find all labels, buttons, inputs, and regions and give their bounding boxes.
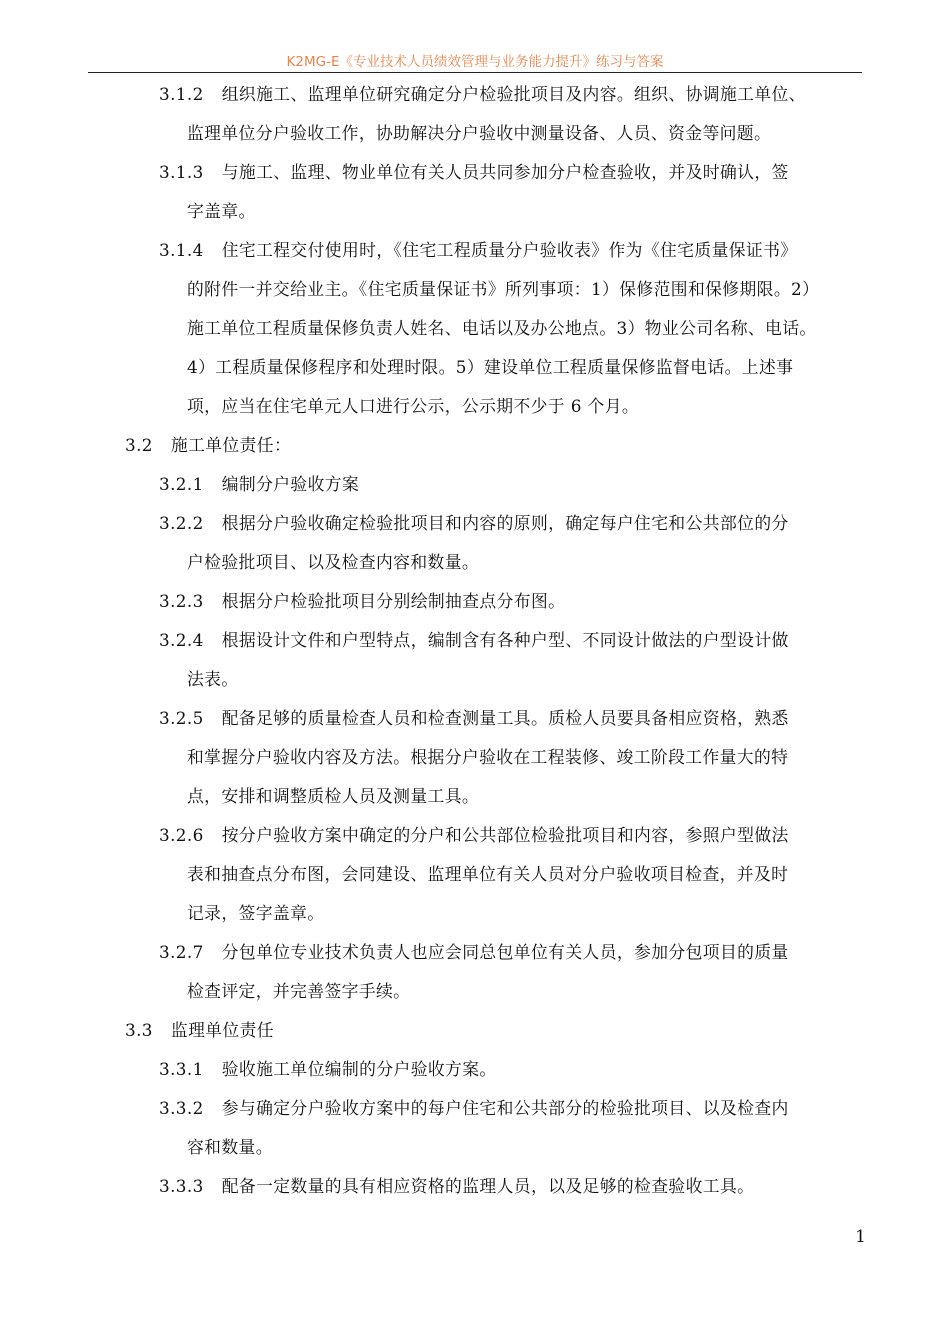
text-line — [0, 1050, 950, 1089]
document-body — [0, 75, 950, 1206]
line-text: 参与确定分户验收方案中的每户住宅和公共部分的检验批项目、以及检查内 — [221, 1098, 789, 1118]
clause-paragraph — [0, 933, 950, 1011]
line-text: 和掌握分户验收内容及方法。根据分户验收在工程装修、竣工阶段工作量大的特 — [187, 747, 789, 767]
line-text: 法表。 — [187, 669, 239, 689]
text-line — [0, 153, 950, 192]
text-line — [0, 504, 950, 543]
clause-number: 3.2.1 — [159, 474, 204, 494]
clause-paragraph — [0, 816, 950, 933]
clause-paragraph — [0, 153, 950, 231]
clause-paragraph — [0, 1050, 950, 1089]
text-line — [0, 231, 950, 270]
clause-number: 3.1.4 — [159, 240, 204, 260]
text-line — [0, 894, 950, 933]
line-text: 配备足够的质量检查人员和检查测量工具。质检人员要具备相应资格，熟悉 — [221, 708, 789, 728]
page-header — [88, 52, 862, 72]
line-text: 施工单位工程质量保修负责人姓名、电话以及办公地点。3）物业公司名称、电话。 — [187, 318, 817, 338]
clause-number: 3.2.7 — [159, 942, 204, 962]
heading-line — [125, 1011, 950, 1050]
section-heading — [0, 1011, 950, 1050]
line-text: 监理单位分户验收工作，协助解决分户验收中测量设备、人员、资金等问题。 — [187, 123, 772, 143]
text-line — [0, 777, 950, 816]
text-line — [0, 75, 950, 114]
line-text: 容和数量。 — [187, 1137, 273, 1157]
line-text: 验收施工单位编制的分户验收方案。 — [221, 1059, 497, 1079]
line-text: 项，应当在住宅单元人口进行公示，公示期不少于 6 个月。 — [187, 396, 640, 416]
line-text: 点，安排和调整质检人员及测量工具。 — [187, 786, 480, 806]
text-line — [0, 738, 950, 777]
clause-number: 3.2.3 — [159, 591, 204, 611]
clause-number: 3.2.6 — [159, 825, 204, 845]
text-line — [0, 582, 950, 621]
clause-number: 3.1.3 — [159, 162, 204, 182]
clause-paragraph — [0, 1167, 950, 1206]
line-text: 表和抽查点分布图，会同建设、监理单位有关人员对分户验收项目检查，并及时 — [187, 864, 789, 884]
text-line — [0, 543, 950, 582]
text-line — [0, 699, 950, 738]
header-divider — [88, 72, 862, 73]
clause-paragraph — [0, 465, 950, 504]
clause-number: 3.2.5 — [159, 708, 204, 728]
page-number: 1 — [855, 1227, 866, 1247]
line-text: 4）工程质量保修程序和处理时限。5）建设单位工程质量保修监督电话。上述事 — [187, 357, 794, 377]
heading-line — [125, 426, 950, 465]
line-text: 根据分户检验批项目分别绘制抽查点分布图。 — [221, 591, 566, 611]
clause-paragraph — [0, 582, 950, 621]
header-title: K2MG-E《专业技术人员绩效管理与业务能力提升》练习与答案 — [286, 54, 664, 70]
text-line — [0, 855, 950, 894]
text-line — [0, 465, 950, 504]
text-line — [0, 621, 950, 660]
clause-number: 3.3.2 — [159, 1098, 204, 1118]
line-text: 根据设计文件和户型特点，编制含有各种户型、不同设计做法的户型设计做 — [221, 630, 789, 650]
line-text: 检查评定，并完善签字手续。 — [187, 981, 411, 1001]
clause-paragraph — [0, 504, 950, 582]
heading-text: 监理单位责任 — [170, 1020, 274, 1040]
section-heading — [0, 426, 950, 465]
text-line — [0, 933, 950, 972]
clause-paragraph — [0, 621, 950, 699]
clause-number: 3.2.2 — [159, 513, 204, 533]
text-line — [0, 387, 950, 426]
section-number: 3.3 — [125, 1020, 153, 1040]
line-text: 按分户验收方案中确定的分户和公共部位检验批项目和内容，参照户型做法 — [221, 825, 789, 845]
line-text: 字盖章。 — [187, 201, 256, 221]
clause-number: 3.2.4 — [159, 630, 204, 650]
line-text: 与施工、监理、物业单位有关人员共同参加分户检查验收，并及时确认，签 — [221, 162, 789, 182]
line-text: 配备一定数量的具有相应资格的监理人员，以及足够的检查验收工具。 — [221, 1176, 755, 1196]
text-line — [0, 1128, 950, 1167]
line-text: 的附件一并交给业主。《住宅质量保证书》所列事项：1）保修范围和保修期限。2） — [187, 279, 820, 299]
line-text: 编制分户验收方案 — [221, 474, 360, 494]
clause-paragraph — [0, 231, 950, 426]
heading-text: 施工单位责任： — [170, 435, 292, 455]
text-line — [0, 816, 950, 855]
clause-number: 3.1.2 — [159, 84, 204, 104]
line-text: 根据分户验收确定检验批项目和内容的原则，确定每户住宅和公共部位的分 — [221, 513, 789, 533]
clause-paragraph — [0, 699, 950, 816]
text-line — [0, 1089, 950, 1128]
line-text: 记录，签字盖章。 — [187, 903, 325, 923]
line-text: 住宅工程交付使用时，《住宅工程质量分户验收表》作为《住宅质量保证书》 — [221, 240, 798, 260]
clause-number: 3.3.3 — [159, 1176, 204, 1196]
text-line — [0, 660, 950, 699]
clause-paragraph — [0, 75, 950, 153]
text-line — [0, 192, 950, 231]
line-text: 户检验批项目、以及检查内容和数量。 — [187, 552, 480, 572]
text-line — [0, 270, 950, 309]
text-line — [0, 114, 950, 153]
clause-number: 3.3.1 — [159, 1059, 204, 1079]
line-text: 组织施工、监理单位研究确定分户检验批项目及内容。组织、协调施工单位、 — [221, 84, 806, 104]
text-line — [0, 348, 950, 387]
section-number: 3.2 — [125, 435, 153, 455]
text-line — [0, 1167, 950, 1206]
line-text: 分包单位专业技术负责人也应会同总包单位有关人员，参加分包项目的质量 — [221, 942, 789, 962]
text-line — [0, 309, 950, 348]
clause-paragraph — [0, 1089, 950, 1167]
text-line — [0, 972, 950, 1011]
